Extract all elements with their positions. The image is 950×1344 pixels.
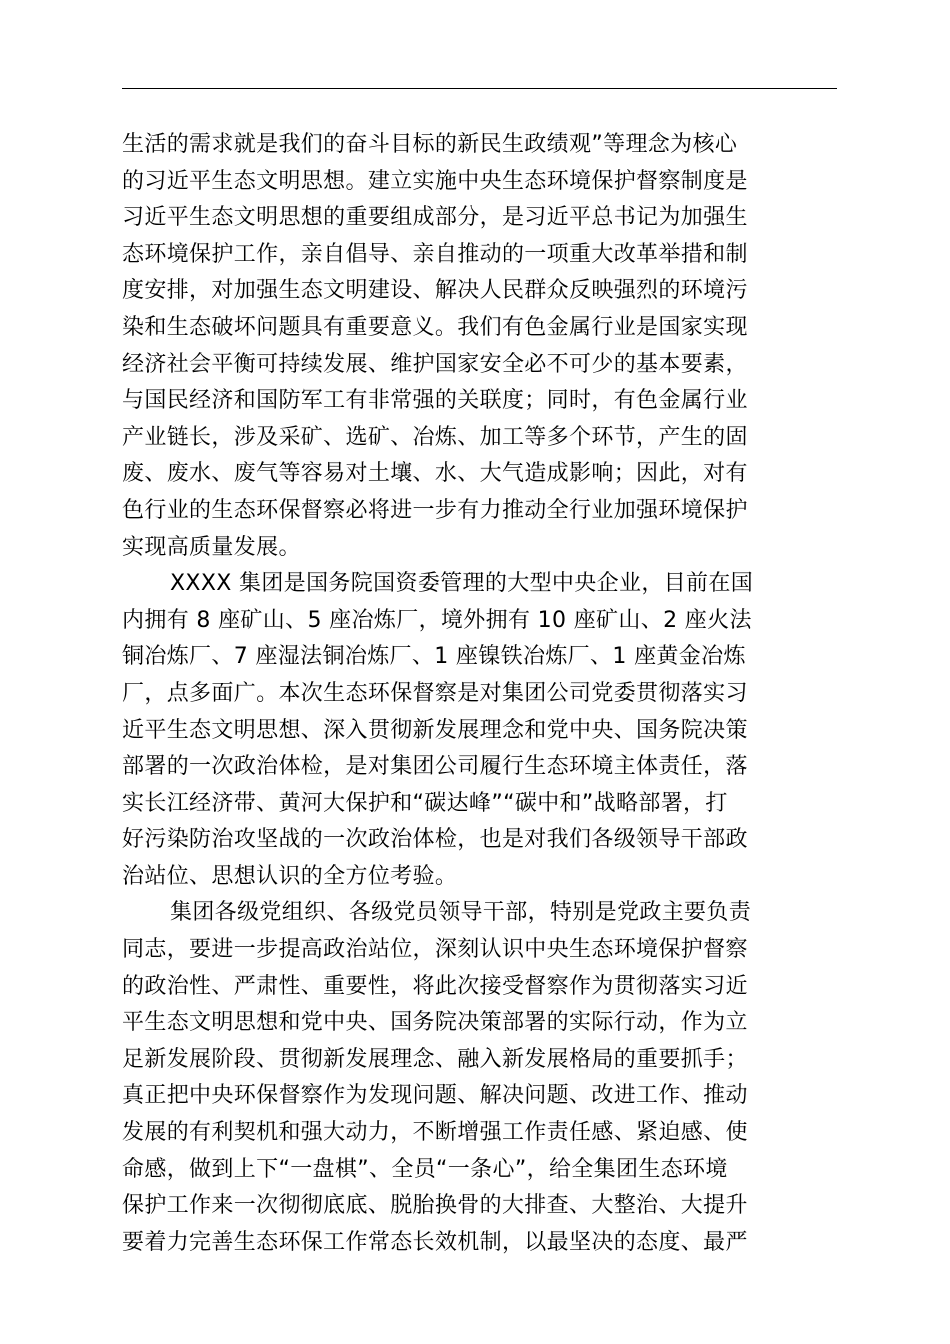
- text-line: 习近平生态文明思想的重要组成部分，是习近平总书记为加强生: [122, 205, 748, 231]
- text-line: 足新发展阶段、贯彻新发展理念、融入新发展格局的重要抓手；: [122, 1046, 748, 1072]
- paragraph-3: [122, 895, 837, 1261]
- text-line: 产业链长，涉及采矿、选矿、冶炼、加工等多个环节，产生的固: [122, 424, 748, 450]
- text-line: 废、废水、废气等容易对土壤、水、大气造成影响；因此，对有: [122, 461, 748, 487]
- text-line: 治站位、思想认识的全方位考验。: [122, 863, 458, 889]
- text-line: XXXX 集团是国务院国资委管理的大型中央企业，目前在国: [170, 571, 754, 597]
- text-line: 真正把中央环保督察作为发现问题、解决问题、改进工作、推动: [122, 1083, 748, 1109]
- header-rule: [122, 88, 837, 89]
- text-line: 与国民经济和国防军工有非常强的关联度；同时，有色金属行业: [122, 388, 748, 414]
- text-line: 实现高质量发展。: [122, 534, 301, 560]
- text-line: 要着力完善生态环保工作常态长效机制，以最坚决的态度、最严: [122, 1229, 748, 1255]
- text-line: 平生态文明思想和党中央、国务院决策部署的实际行动，作为立: [122, 1010, 748, 1036]
- document-body: [122, 127, 837, 1261]
- paragraph-2: [122, 566, 837, 895]
- text-line: 部署的一次政治体检，是对集团公司履行生态环境主体责任，落: [122, 754, 748, 780]
- text-line: 命感，做到上下“一盘棋”、全员“一条心”，给全集团生态环境: [122, 1156, 728, 1182]
- text-line: 同志，要进一步提高政治站位，深刻认识中央生态环境保护督察: [122, 937, 748, 963]
- text-line: 的政治性、严肃性、重要性，将此次接受督察作为贯彻落实习近: [122, 973, 748, 999]
- text-line: 集团各级党组织、各级党员领导干部，特别是党政主要负责: [170, 900, 752, 926]
- text-line: 实长江经济带、黄河大保护和“碳达峰”“碳中和”战略部署，打: [122, 790, 728, 816]
- text-line: 好污染防治攻坚战的一次政治体检，也是对我们各级领导干部政: [122, 827, 748, 853]
- text-line: 保护工作来一次彻彻底底、脱胎换骨的大排查、大整治、大提升: [122, 1193, 748, 1219]
- text-line: 经济社会平衡可持续发展、维护国家安全必不可少的基本要素，: [122, 351, 748, 377]
- text-line: 生活的需求就是我们的奋斗目标的新民生政绩观”等理念为核心: [122, 132, 738, 157]
- text-line: 态环境保护工作，亲自倡导、亲自推动的一项重大改革举措和制: [122, 241, 748, 267]
- paragraph-1: [122, 127, 837, 566]
- text-line: 厂，点多面广。本次生态环保督察是对集团公司党委贯彻落实习: [122, 680, 748, 706]
- text-line: 铜冶炼厂、7 座湿法铜冶炼厂、1 座镍铁冶炼厂、1 座黄金冶炼: [122, 644, 746, 670]
- text-line: 内拥有 8 座矿山、5 座冶炼厂，境外拥有 10 座矿山、2 座火法: [122, 607, 752, 633]
- text-line: 的习近平生态文明思想。建立实施中央生态环境保护督察制度是: [122, 168, 748, 194]
- text-line: 染和生态破坏问题具有重要意义。我们有色金属行业是国家实现: [122, 314, 748, 340]
- text-line: 度安排，对加强生态文明建设、解决人民群众反映强烈的环境污: [122, 278, 748, 304]
- text-line: 发展的有利契机和强大动力，不断增强工作责任感、紧迫感、使: [122, 1120, 748, 1146]
- text-line: 色行业的生态环保督察必将进一步有力推动全行业加强环境保护: [122, 497, 748, 523]
- text-line: 近平生态文明思想、深入贯彻新发展理念和党中央、国务院决策: [122, 717, 748, 743]
